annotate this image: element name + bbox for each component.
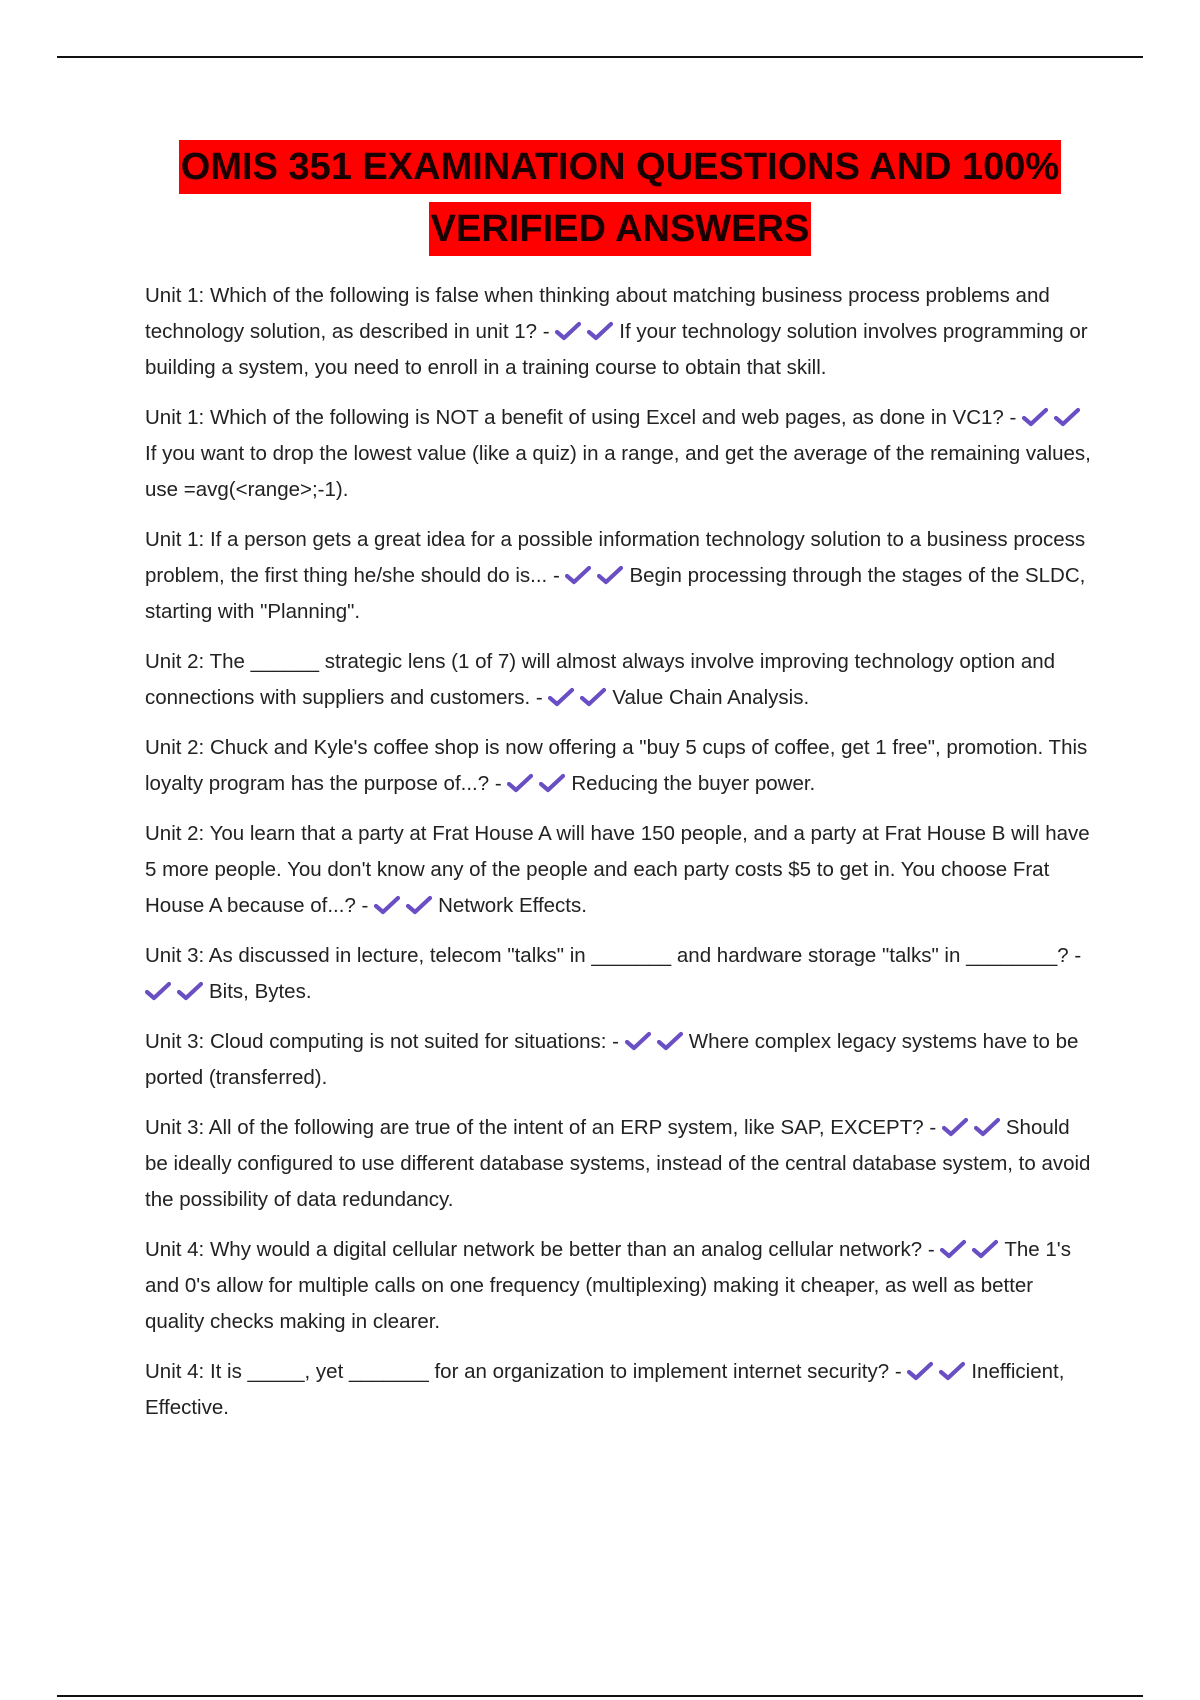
answer-text: Where complex legacy systems have to be ported (transferred). xyxy=(145,1030,1079,1089)
question-text: Unit 2: Chuck and Kyle's coffee shop is now offering a "buy 5 cups of coffee, get 1 free", promotion. This loyalty program has the purpose of...? - xyxy=(145,736,1088,795)
qa-list xyxy=(145,278,1095,1426)
title-line-1: OMIS 351 EXAMINATION QUESTIONS AND 100% xyxy=(179,140,1061,194)
check-icon xyxy=(548,687,574,707)
answer-text: Inefficient, Effective. xyxy=(145,1360,1065,1419)
check-icon xyxy=(974,1117,1000,1137)
title-line-2: VERIFIED ANSWERS xyxy=(429,202,812,256)
answer-checkmarks xyxy=(907,1360,971,1383)
qa-item xyxy=(145,644,1095,716)
answer-text: Network Effects. xyxy=(438,894,587,917)
answer-checkmarks xyxy=(507,772,571,795)
check-icon xyxy=(907,1361,933,1381)
qa-item xyxy=(145,522,1095,630)
check-icon xyxy=(587,321,613,341)
check-icon xyxy=(597,565,623,585)
question-text: Unit 1: Which of the following is NOT a benefit of using Excel and web pages, as done in VC1? - xyxy=(145,406,1017,429)
check-icon xyxy=(1054,407,1080,427)
answer-checkmarks xyxy=(565,564,629,587)
qa-item xyxy=(145,730,1095,802)
answer-text: If your technology solution involves programming or building a system, you need to enroll in a training course to obtain that skill. xyxy=(145,320,1088,379)
answer-text: Value Chain Analysis. xyxy=(612,686,810,709)
question-text: Unit 3: As discussed in lecture, telecom "talks" in _______ and hardware storage "talks" in ________? - xyxy=(145,944,1082,967)
check-icon xyxy=(625,1031,651,1051)
answer-text: If you want to drop the lowest value (like a quiz) in a range, and get the average of the remaining values, use =avg(<range>;-1). xyxy=(145,442,1091,501)
check-icon xyxy=(177,981,203,1001)
answer-text: Begin processing through the stages of the SLDC, starting with "Planning". xyxy=(145,564,1086,623)
question-text: Unit 4: It is _____, yet _______ for an organization to implement internet security? - xyxy=(145,1360,902,1383)
answer-checkmarks xyxy=(625,1030,689,1053)
check-icon xyxy=(145,981,171,1001)
answer-text: Should be ideally configured to use different database systems, instead of the central database system, to avoid the possibility of data redundancy. xyxy=(145,1116,1091,1211)
answer-checkmarks xyxy=(1022,406,1086,429)
question-text: Unit 3: All of the following are true of the intent of an ERP system, like SAP, EXCEPT? - xyxy=(145,1116,937,1139)
check-icon xyxy=(580,687,606,707)
check-icon xyxy=(972,1239,998,1259)
qa-item xyxy=(145,1024,1095,1096)
check-icon xyxy=(1022,407,1048,427)
footer-rule xyxy=(57,1695,1143,1697)
answer-checkmarks xyxy=(942,1116,1006,1139)
answer-text: The 1's and 0's allow for multiple calls on one frequency (multiplexing) making it cheaper, as well as better quality checks making in clearer. xyxy=(145,1238,1071,1333)
answer-checkmarks xyxy=(374,894,438,917)
question-text: Unit 2: You learn that a party at Frat House A will have 150 people, and a party at Frat House B will have 5 more people. You don't know any of the people and each party costs $5 to get in. You choose Frat House A because of...? - xyxy=(145,822,1090,917)
header-rule xyxy=(57,56,1143,58)
check-icon xyxy=(539,773,565,793)
check-icon xyxy=(942,1117,968,1137)
check-icon xyxy=(565,565,591,585)
qa-item xyxy=(145,400,1095,508)
check-icon xyxy=(374,895,400,915)
check-icon xyxy=(940,1239,966,1259)
check-icon xyxy=(939,1361,965,1381)
document-body xyxy=(145,140,1095,1440)
question-text: Unit 4: Why would a digital cellular network be better than an analog cellular network? - xyxy=(145,1238,935,1261)
question-text: Unit 3: Cloud computing is not suited for situations: - xyxy=(145,1030,620,1053)
check-icon xyxy=(657,1031,683,1051)
qa-item xyxy=(145,1232,1095,1340)
qa-item xyxy=(145,816,1095,924)
check-icon xyxy=(555,321,581,341)
answer-checkmarks xyxy=(555,320,619,343)
qa-item xyxy=(145,1110,1095,1218)
question-text: Unit 1: If a person gets a great idea for a possible information technology solution to a business process problem, the first thing he/she should do is... - xyxy=(145,528,1086,587)
document-title xyxy=(145,140,1095,256)
check-icon xyxy=(507,773,533,793)
question-text: Unit 2: The ______ strategic lens (1 of 7) will almost always involve improving technology option and connections with suppliers and customers. - xyxy=(145,650,1056,709)
qa-item xyxy=(145,938,1095,1010)
answer-text: Bits, Bytes. xyxy=(209,980,312,1003)
answer-checkmarks xyxy=(548,686,612,709)
qa-item xyxy=(145,278,1095,386)
answer-text: Reducing the buyer power. xyxy=(571,772,816,795)
qa-item xyxy=(145,1354,1095,1426)
check-icon xyxy=(406,895,432,915)
answer-checkmarks xyxy=(940,1238,1004,1261)
answer-checkmarks xyxy=(145,980,209,1003)
question-text: Unit 1: Which of the following is false when thinking about matching business process problems and technology solution, as described in unit 1? - xyxy=(145,284,1050,343)
